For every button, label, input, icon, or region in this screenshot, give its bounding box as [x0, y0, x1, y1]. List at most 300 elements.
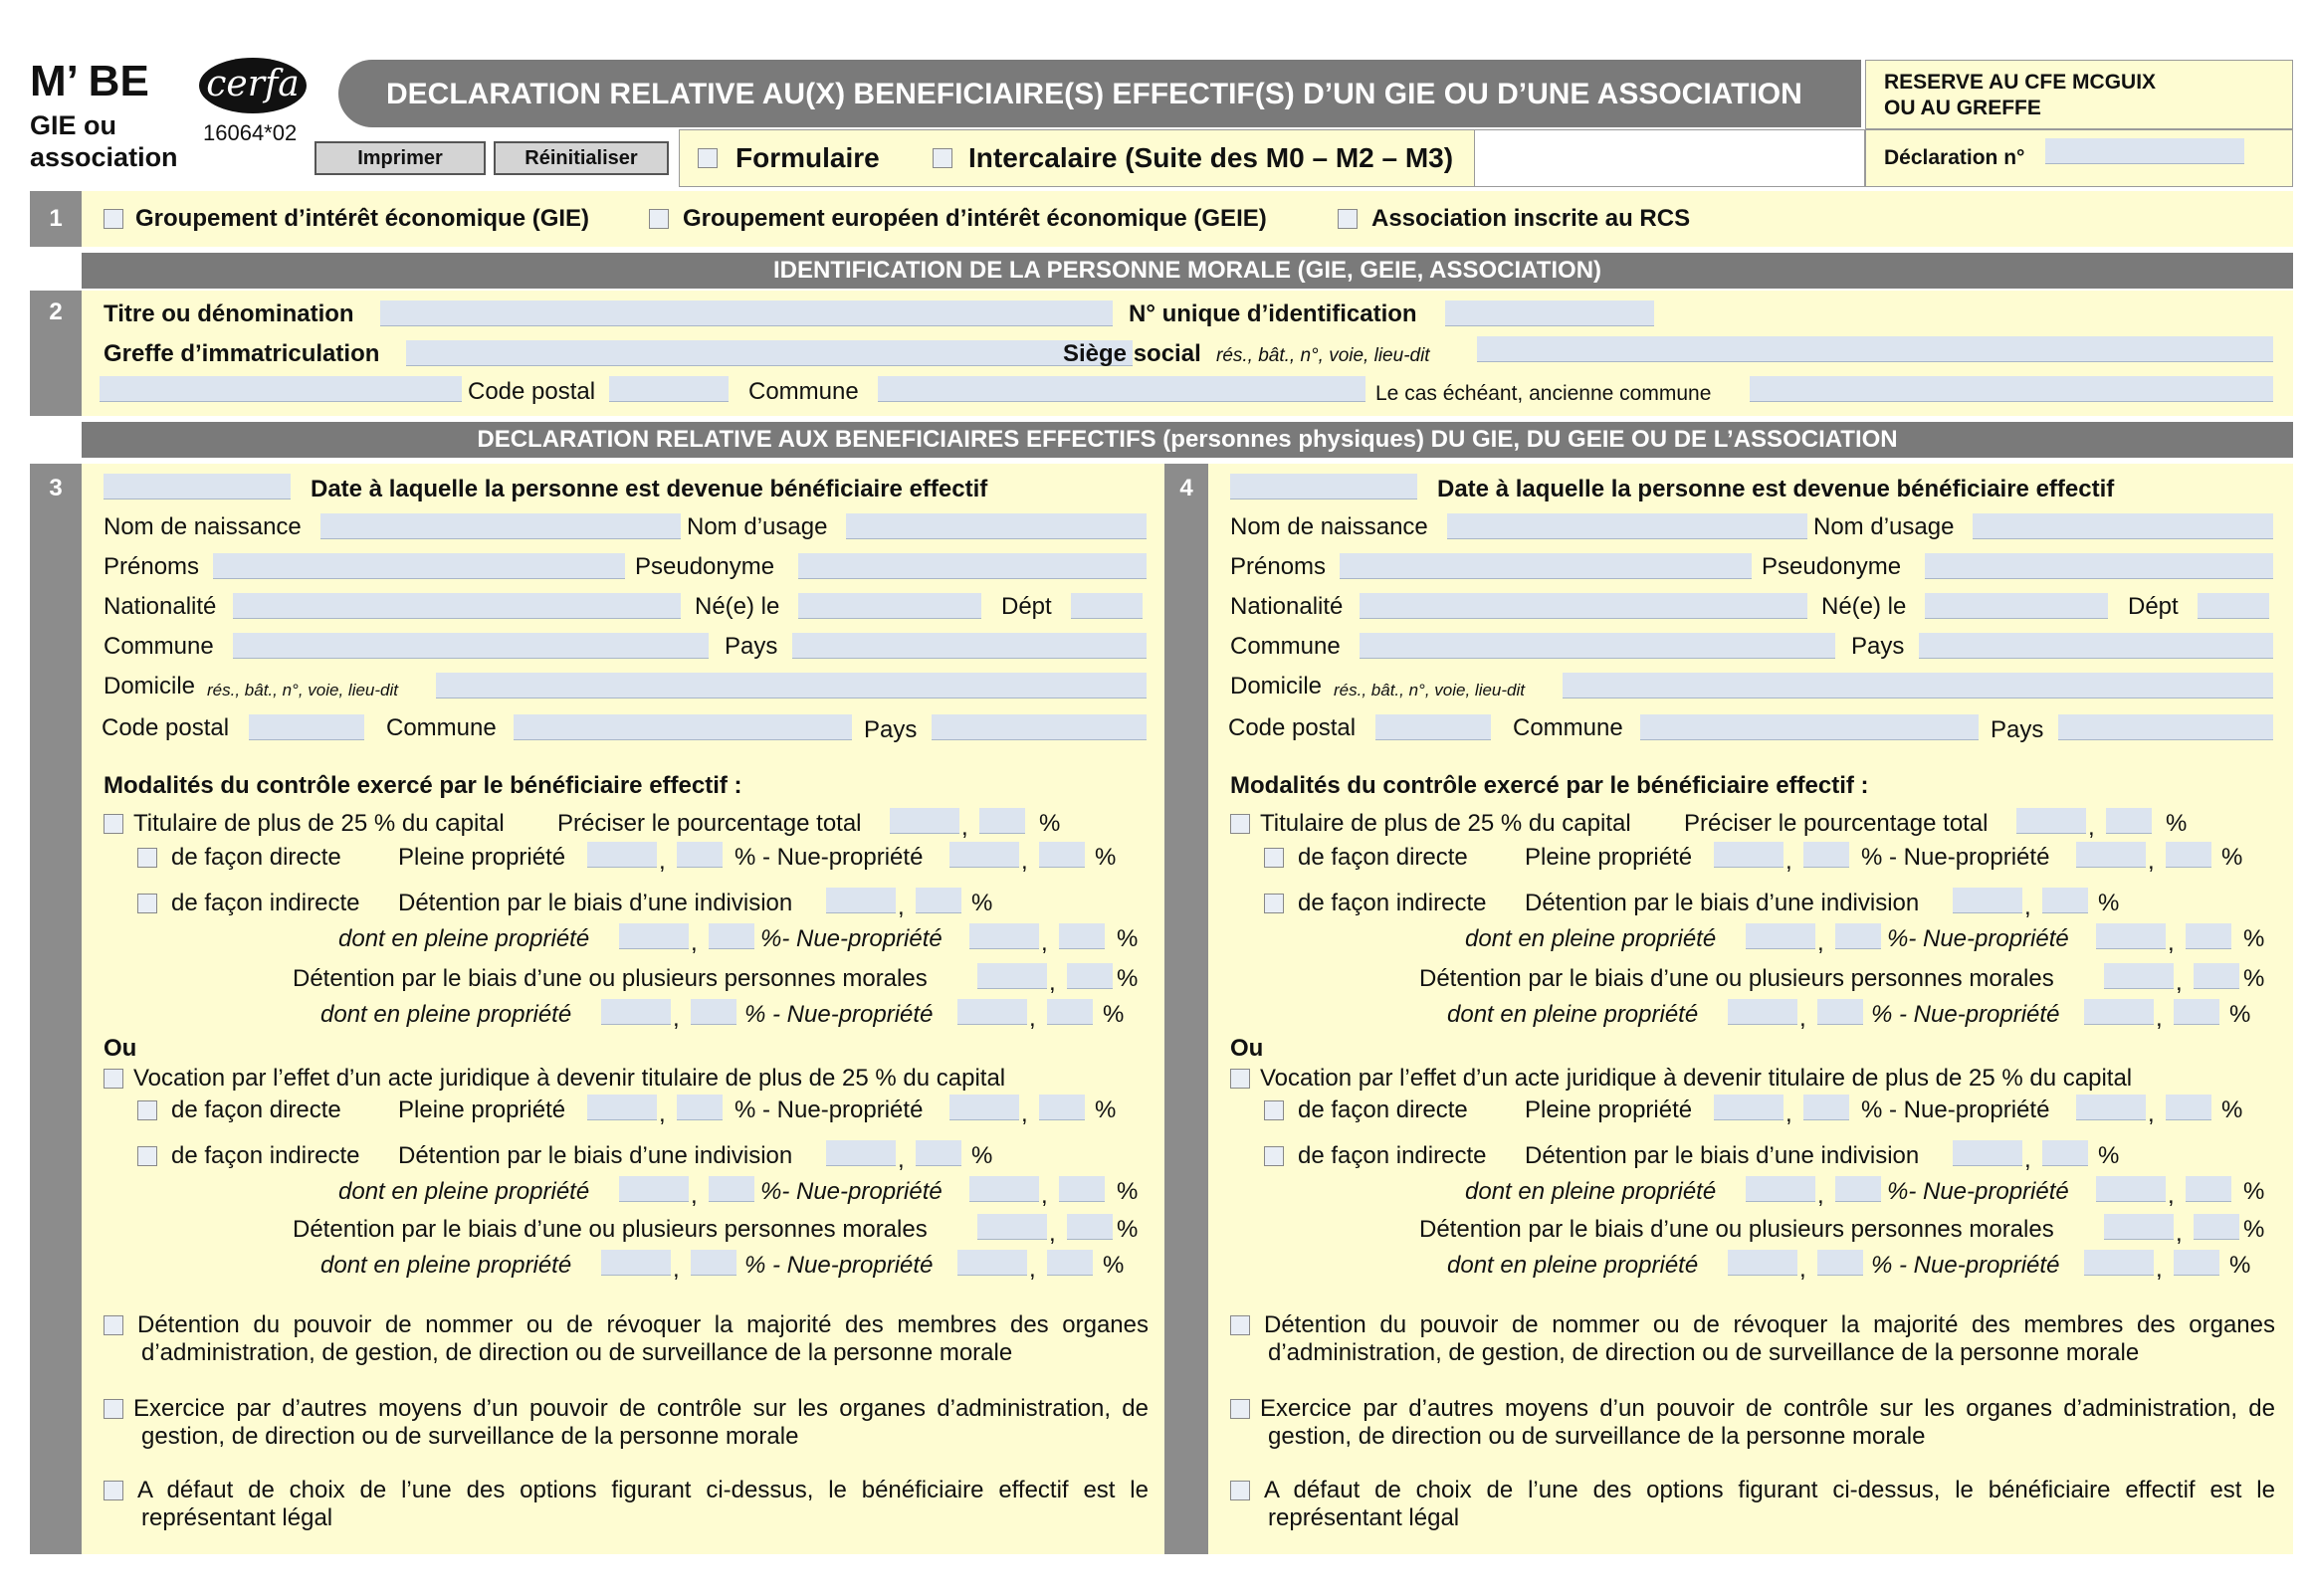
morales-dec[interactable]: [2194, 963, 2239, 989]
ancienne-commune-label: Le cas échéant, ancienne commune: [1375, 382, 1712, 405]
code-postal-field[interactable]: [609, 376, 729, 402]
nue-dec[interactable]: [2166, 842, 2211, 868]
prenoms-field[interactable]: [1340, 553, 1752, 579]
comma: ,: [1021, 848, 1028, 875]
directe-checkbox[interactable]: [137, 1100, 157, 1120]
comma: ,: [659, 1100, 666, 1127]
nationalite-label: Nationalité: [1230, 593, 1344, 620]
ou-label: Ou: [1230, 1035, 1264, 1062]
pouvoir-line1: Détention du pouvoir de nommer ou de révoquer la majorité des membres des organes: [137, 1311, 1149, 1338]
nue-int[interactable]: [2084, 999, 2154, 1025]
dont-pleine-label: dont en pleine propriété: [338, 1178, 590, 1205]
comma: ,: [1049, 969, 1056, 996]
comma: ,: [1021, 1100, 1028, 1127]
code-postal-label: Code postal: [102, 714, 230, 741]
identification-heading: IDENTIFICATION DE LA PERSONNE MORALE (GIE, GEIE, ASSOCIATION): [772, 257, 1602, 284]
dont-pleine-int[interactable]: [601, 999, 671, 1025]
pct-sign: %: [971, 1142, 993, 1169]
pays-label: Pays: [1851, 633, 1905, 660]
commune-label: Commune: [1230, 633, 1341, 660]
nue-label: %- Nue-propriété: [1887, 1178, 2069, 1205]
comma: ,: [2156, 1005, 2163, 1032]
indivision-dec[interactable]: [2042, 888, 2088, 913]
pays-domicile-field[interactable]: [2058, 714, 2273, 740]
nue-int[interactable]: [2096, 1176, 2166, 1202]
pays-label: Pays: [725, 633, 778, 660]
nue-int[interactable]: [949, 842, 1019, 868]
comma: ,: [1817, 1182, 1824, 1209]
greffe-field[interactable]: [406, 340, 1133, 366]
nue-dec[interactable]: [2174, 999, 2219, 1025]
comma: ,: [1799, 1256, 1806, 1283]
nue-int[interactable]: [2084, 1250, 2154, 1276]
reserve-line2: OU AU GREFFE: [1884, 97, 2041, 119]
gie-label: Groupement d’intérêt économique (GIE): [135, 205, 590, 232]
form-type-spacer: [1475, 129, 1865, 187]
pct-sign: %: [2243, 1216, 2265, 1243]
beneficiary-panel-3: [82, 464, 1164, 1554]
comma: ,: [1785, 1100, 1792, 1127]
reserve-box: [1865, 60, 2293, 129]
morales-label: Détention par le biais d’une ou plusieurs personnes morales: [293, 965, 928, 992]
nue-dec[interactable]: [1039, 1095, 1085, 1120]
nue-dec[interactable]: [1047, 1250, 1093, 1276]
comma: ,: [2024, 1146, 2031, 1173]
pouvoir-checkbox[interactable]: [1230, 1315, 1250, 1335]
modalites-label: Modalités du contrôle exercé par le bénéficiaire effectif :: [1230, 772, 1869, 799]
nue-dec[interactable]: [2174, 1250, 2219, 1276]
total-pct-int[interactable]: [890, 808, 959, 834]
defaut-checkbox[interactable]: [1230, 1481, 1250, 1500]
pleine-label: Pleine propriété: [398, 844, 566, 871]
association-label: Association inscrite au RCS: [1371, 205, 1691, 232]
dont-pleine-dec[interactable]: [1817, 1250, 1863, 1276]
dont-pleine-label: dont en pleine propriété: [1465, 1178, 1717, 1205]
nom-naissance-label: Nom de naissance: [1230, 513, 1428, 540]
nue-int[interactable]: [957, 1250, 1027, 1276]
dont-pleine-dec[interactable]: [1817, 999, 1863, 1025]
nue-dec[interactable]: [1047, 999, 1093, 1025]
beneficiaires-heading: DECLARATION RELATIVE AUX BENEFICIAIRES EFFECTIFS (personnes physiques) DU GIE, DU GEIE OU DE L’ASSOCIATION: [477, 426, 1898, 453]
identification-heading-bar: [82, 253, 2293, 289]
section4-number: 4: [1179, 475, 1193, 501]
indirecte-label: de façon indirecte: [171, 890, 360, 916]
nue-dec[interactable]: [1059, 1176, 1105, 1202]
indivision-int[interactable]: [1953, 888, 2022, 913]
formulaire-checkbox[interactable]: [698, 148, 718, 168]
association-checkbox[interactable]: [1338, 209, 1358, 229]
commune-domicile-field[interactable]: [1640, 714, 1979, 740]
indirecte-checkbox[interactable]: [137, 894, 157, 913]
section4-number-cell: [1164, 464, 1208, 1554]
pays-domicile-label: Pays: [864, 716, 918, 743]
commune-domicile-field[interactable]: [514, 714, 852, 740]
comma: ,: [898, 1146, 905, 1173]
date-benef-label: Date à laquelle la personne est devenue bénéficiaire effectif: [1437, 476, 2115, 502]
domicile-hint: rés., bât., n°, voie, lieu-dit: [207, 681, 398, 699]
indivision-label: Détention par le biais d’une indivision: [398, 1142, 793, 1169]
pays-field[interactable]: [792, 633, 1147, 659]
comma: ,: [659, 848, 666, 875]
indirecte-label: de façon indirecte: [171, 1142, 360, 1169]
nue-int[interactable]: [949, 1095, 1019, 1120]
total-pct-dec[interactable]: [979, 808, 1025, 834]
morales-int[interactable]: [2104, 963, 2174, 989]
dont-pleine-int[interactable]: [1746, 923, 1815, 949]
comma: ,: [2024, 894, 2031, 920]
directe-checkbox[interactable]: [1264, 1100, 1284, 1120]
siege-field[interactable]: [1477, 336, 2273, 362]
comma: ,: [2176, 969, 2183, 996]
pseudonyme-label: Pseudonyme: [1762, 553, 1902, 580]
defaut-line2: représentant légal: [141, 1504, 333, 1531]
exercice-checkbox[interactable]: [104, 1399, 123, 1419]
comma: ,: [1029, 1256, 1036, 1283]
pct-sign: %: [2243, 965, 2265, 992]
comma: ,: [1041, 1182, 1048, 1209]
indivision-int[interactable]: [826, 1140, 896, 1166]
vocation-label: Vocation par l’effet d’un acte juridique à devenir titulaire de plus de 25 % du capital: [1260, 1065, 2133, 1092]
commune-domicile-label: Commune: [1513, 714, 1623, 741]
numero-unique-field[interactable]: [1445, 300, 1654, 326]
domicile-label: Domicile: [104, 673, 196, 699]
nationalite-field[interactable]: [233, 593, 681, 619]
nue-label: %- Nue-propriété: [760, 1178, 943, 1205]
nationalite-field[interactable]: [1360, 593, 1807, 619]
nue-int[interactable]: [969, 923, 1039, 949]
directe-label: de façon directe: [1298, 844, 1468, 871]
dont-pleine-int[interactable]: [1746, 1176, 1815, 1202]
code-postal-label: Code postal: [468, 378, 596, 405]
defaut-line1: A défaut de choix de l’une des options figurant ci-dessus, le bénéficiaire effectif est le: [1264, 1477, 2275, 1503]
comma: ,: [1799, 1005, 1806, 1032]
form-code: M’ BE: [30, 57, 149, 105]
indivision-int[interactable]: [1953, 1140, 2022, 1166]
indirecte-checkbox[interactable]: [137, 1146, 157, 1166]
cerfa-number: 16064*02: [203, 120, 298, 145]
nom-naissance-field[interactable]: [1447, 513, 1807, 539]
comma: ,: [2148, 848, 2155, 875]
nue-int[interactable]: [957, 999, 1027, 1025]
comma: ,: [2148, 1100, 2155, 1127]
domicile-label: Domicile: [1230, 673, 1323, 699]
dont-pleine-dec[interactable]: [1835, 923, 1881, 949]
cerfa-logo: [199, 58, 307, 113]
section1-body: [82, 191, 2293, 247]
nue-label: % - Nue-propriété: [1871, 1001, 2060, 1028]
vocation-label: Vocation par l’effet d’un acte juridique à devenir titulaire de plus de 25 % du capital: [133, 1065, 1006, 1092]
pct-sign: %: [1103, 1252, 1125, 1279]
ne-le-field[interactable]: [1925, 593, 2108, 619]
morales-int[interactable]: [977, 1214, 1047, 1240]
pays-domicile-label: Pays: [1991, 716, 2044, 743]
prenoms-label: Prénoms: [104, 553, 200, 580]
ne-le-label: Né(e) le: [695, 593, 780, 620]
nue-label: % - Nue-propriété: [735, 844, 924, 871]
pleine-int[interactable]: [587, 842, 657, 868]
domicile-field[interactable]: [436, 673, 1147, 698]
section2-number-cell: [30, 291, 82, 416]
siege-label: Siège social: [1063, 340, 1201, 367]
nue-dec[interactable]: [1059, 923, 1105, 949]
morales-dec[interactable]: [1067, 963, 1113, 989]
nue-dec[interactable]: [1039, 842, 1085, 868]
directe-label: de façon directe: [1298, 1097, 1468, 1123]
exercice-line1: Exercice par d’autres moyens d’un pouvoir de contrôle sur les organes d’administration, de: [1260, 1395, 2275, 1422]
form-subtitle-association: association: [30, 142, 178, 172]
nue-int[interactable]: [2076, 1095, 2146, 1120]
pct-sign: %: [1117, 965, 1139, 992]
indirecte-checkbox[interactable]: [1264, 1146, 1284, 1166]
pleine-int[interactable]: [1714, 1095, 1784, 1120]
comma: ,: [1817, 929, 1824, 956]
siege-hint: rés., bât., n°, voie, lieu-dit: [1216, 345, 1430, 366]
comma: ,: [691, 1182, 698, 1209]
code-postal-field[interactable]: [1375, 714, 1491, 740]
indirecte-label: de façon indirecte: [1298, 1142, 1487, 1169]
formulaire-label: Formulaire: [735, 142, 880, 173]
commune-domicile-label: Commune: [386, 714, 497, 741]
dont-pleine-label: dont en pleine propriété: [1447, 1252, 1699, 1279]
pct-sign: %: [2243, 925, 2265, 952]
titre-label: Titre ou dénomination: [104, 300, 354, 327]
dont-pleine-int[interactable]: [1728, 1250, 1797, 1276]
date-benef-field[interactable]: [104, 474, 291, 499]
morales-int[interactable]: [2104, 1214, 2174, 1240]
pleine-int[interactable]: [1714, 842, 1784, 868]
pays-field[interactable]: [1919, 633, 2273, 659]
form-subtitle-gie: GIE ou: [30, 110, 116, 140]
comma: ,: [673, 1256, 680, 1283]
pleine-dec[interactable]: [1803, 1095, 1849, 1120]
indivision-label: Détention par le biais d’une indivision: [1525, 890, 1920, 916]
comma: ,: [1029, 1005, 1036, 1032]
declaration-box: [1865, 129, 2293, 187]
morales-dec[interactable]: [1067, 1214, 1113, 1240]
cerfa-logo-text: cerfa: [206, 64, 300, 104]
exercice-checkbox[interactable]: [1230, 1399, 1250, 1419]
declaration-number-field[interactable]: [2045, 138, 2244, 164]
commune-label: Commune: [748, 378, 859, 405]
pleine-label: Pleine propriété: [1525, 1097, 1693, 1123]
exercice-line1: Exercice par d’autres moyens d’un pouvoir de contrôle sur les organes d’administration, de: [133, 1395, 1149, 1422]
pouvoir-line1: Détention du pouvoir de nommer ou de révoquer la majorité des membres des organes: [1264, 1311, 2275, 1338]
nue-int[interactable]: [2076, 842, 2146, 868]
beneficiaires-heading-bar: [82, 422, 2293, 458]
indivision-int[interactable]: [826, 888, 896, 913]
domicile-hint: rés., bât., n°, voie, lieu-dit: [1334, 681, 1525, 699]
titulaire-label: Titulaire de plus de 25 % du capital: [1260, 810, 1631, 837]
nue-int[interactable]: [969, 1176, 1039, 1202]
dont-pleine-int[interactable]: [1728, 999, 1797, 1025]
nom-usage-label: Nom d’usage: [1813, 513, 1955, 540]
nue-label: % - Nue-propriété: [1861, 844, 2050, 871]
reset-button[interactable]: Réinitialiser: [494, 141, 669, 175]
form-type-bar: [679, 129, 1475, 187]
comma: ,: [691, 929, 698, 956]
pct-sign: %: [2098, 1142, 2120, 1169]
dept-field[interactable]: [1071, 593, 1143, 619]
dont-pleine-dec[interactable]: [1835, 1176, 1881, 1202]
prenoms-label: Prénoms: [1230, 553, 1327, 580]
date-benef-field[interactable]: [1230, 474, 1417, 499]
morales-dec[interactable]: [2194, 1214, 2239, 1240]
preciser-label: Préciser le pourcentage total: [1684, 810, 1989, 837]
dont-pleine-int[interactable]: [619, 923, 689, 949]
pouvoir-line2: d’administration, de gestion, de direction ou de surveillance de la personne morale: [1268, 1339, 2140, 1366]
exercice-line2: gestion, de direction ou de surveillance de la personne morale: [141, 1423, 799, 1450]
prenoms-field[interactable]: [213, 553, 625, 579]
directe-label: de façon directe: [171, 1097, 341, 1123]
dept-label: Dépt: [2128, 593, 2179, 620]
nom-usage-field[interactable]: [1973, 513, 2273, 539]
pseudonyme-field[interactable]: [1925, 553, 2273, 579]
commune-field[interactable]: [1360, 633, 1835, 659]
pct-sign: %: [1117, 925, 1139, 952]
pseudonyme-label: Pseudonyme: [635, 553, 775, 580]
gie-checkbox[interactable]: [104, 209, 123, 229]
ancienne-commune-field[interactable]: [1750, 376, 2273, 402]
pct-sign: %: [2166, 810, 2188, 837]
pleine-dec[interactable]: [677, 842, 723, 868]
dont-pleine-dec[interactable]: [709, 1176, 754, 1202]
pleine-label: Pleine propriété: [1525, 844, 1693, 871]
pct-sign: %: [2221, 844, 2243, 871]
section3-number: 3: [49, 475, 63, 501]
pct-sign: %: [1039, 810, 1061, 837]
indivision-label: Détention par le biais d’une indivision: [398, 890, 793, 916]
commune-field[interactable]: [878, 376, 1365, 402]
pct-sign: %: [2098, 890, 2120, 916]
total-pct-dec[interactable]: [2106, 808, 2152, 834]
print-button[interactable]: Imprimer: [315, 141, 486, 175]
directe-checkbox[interactable]: [1264, 848, 1284, 868]
dont-pleine-int[interactable]: [619, 1176, 689, 1202]
pleine-int[interactable]: [587, 1095, 657, 1120]
siege-field-line2[interactable]: [100, 376, 462, 402]
comma: ,: [2088, 814, 2095, 841]
morales-label: Détention par le biais d’une ou plusieurs personnes morales: [1419, 965, 2054, 992]
domicile-field[interactable]: [1563, 673, 2273, 698]
section2-number: 2: [49, 299, 63, 325]
vocation-checkbox[interactable]: [1230, 1069, 1250, 1089]
directe-checkbox[interactable]: [137, 848, 157, 868]
pays-domicile-field[interactable]: [932, 714, 1147, 740]
defaut-checkbox[interactable]: [104, 1481, 123, 1500]
pseudonyme-field[interactable]: [798, 553, 1147, 579]
ne-le-field[interactable]: [798, 593, 981, 619]
vocation-checkbox[interactable]: [104, 1069, 123, 1089]
date-benef-label: Date à laquelle la personne est devenue bénéficiaire effectif: [311, 476, 988, 502]
code-postal-field[interactable]: [249, 714, 364, 740]
morales-label: Détention par le biais d’une ou plusieurs personnes morales: [1419, 1216, 2054, 1243]
directe-label: de façon directe: [171, 844, 341, 871]
intercalaire-checkbox[interactable]: [933, 148, 952, 168]
comma: ,: [1785, 848, 1792, 875]
beneficiary-panel-4: [1208, 464, 2293, 1554]
nationalite-label: Nationalité: [104, 593, 217, 620]
dont-pleine-dec[interactable]: [691, 999, 736, 1025]
nue-label: % - Nue-propriété: [744, 1001, 934, 1028]
pct-sign: %: [1117, 1216, 1139, 1243]
morales-int[interactable]: [977, 963, 1047, 989]
commune-field[interactable]: [233, 633, 709, 659]
pct-sign: %: [1095, 844, 1117, 871]
pct-sign: %: [1117, 1178, 1139, 1205]
modalites-label: Modalités du contrôle exercé par le bénéficiaire effectif :: [104, 772, 742, 799]
comma: ,: [2168, 929, 2175, 956]
pct-sign: %: [2243, 1178, 2265, 1205]
nue-label: % - Nue-propriété: [744, 1252, 934, 1279]
commune-label: Commune: [104, 633, 214, 660]
dont-pleine-int[interactable]: [601, 1250, 671, 1276]
comma: ,: [673, 1005, 680, 1032]
pct-sign: %: [2229, 1252, 2251, 1279]
dont-pleine-dec[interactable]: [709, 923, 754, 949]
comma: ,: [2176, 1220, 2183, 1247]
dont-pleine-label: dont en pleine propriété: [1465, 925, 1717, 952]
indivision-dec[interactable]: [2042, 1140, 2088, 1166]
form-title: DECLARATION RELATIVE AU(X) BENEFICIAIRE(S) EFFECTIF(S) D’UN GIE OU D’UNE ASSOCIATION: [386, 78, 1802, 110]
comma: ,: [961, 814, 968, 841]
indivision-label: Détention par le biais d’une indivision: [1525, 1142, 1920, 1169]
pleine-label: Pleine propriété: [398, 1097, 566, 1123]
reserve-line1: RESERVE AU CFE MCGUIX: [1884, 71, 2157, 94]
defaut-line1: A défaut de choix de l’une des options figurant ci-dessus, le bénéficiaire effectif est le: [137, 1477, 1149, 1503]
comma: ,: [2156, 1256, 2163, 1283]
geie-checkbox[interactable]: [649, 209, 669, 229]
section1-number: 1: [49, 205, 63, 232]
nue-dec[interactable]: [2166, 1095, 2211, 1120]
nom-usage-field[interactable]: [846, 513, 1147, 539]
dont-pleine-label: dont en pleine propriété: [338, 925, 590, 952]
indivision-dec[interactable]: [916, 888, 961, 913]
indirecte-checkbox[interactable]: [1264, 894, 1284, 913]
section1-number-cell: [30, 191, 82, 247]
pct-sign: %: [971, 890, 993, 916]
pleine-dec[interactable]: [677, 1095, 723, 1120]
nom-usage-label: Nom d’usage: [687, 513, 828, 540]
titulaire-checkbox[interactable]: [1230, 814, 1250, 834]
nue-int[interactable]: [2096, 923, 2166, 949]
nue-dec[interactable]: [2186, 1176, 2231, 1202]
morales-label: Détention par le biais d’une ou plusieurs personnes morales: [293, 1216, 928, 1243]
nue-label: % - Nue-propriété: [735, 1097, 924, 1123]
dont-pleine-label: dont en pleine propriété: [1447, 1001, 1699, 1028]
title-bar: [338, 60, 1861, 127]
titre-field[interactable]: [380, 300, 1113, 326]
titulaire-checkbox[interactable]: [104, 814, 123, 834]
nue-dec[interactable]: [2186, 923, 2231, 949]
comma: ,: [898, 894, 905, 920]
greffe-label: Greffe d’immatriculation: [104, 340, 380, 367]
ou-label: Ou: [104, 1035, 137, 1062]
dept-field[interactable]: [2198, 593, 2269, 619]
pouvoir-checkbox[interactable]: [104, 1315, 123, 1335]
total-pct-int[interactable]: [2016, 808, 2086, 834]
indivision-dec[interactable]: [916, 1140, 961, 1166]
numero-unique-label: N° unique d’identification: [1129, 300, 1417, 327]
dept-label: Dépt: [1001, 593, 1052, 620]
comma: ,: [2168, 1182, 2175, 1209]
nom-naissance-field[interactable]: [320, 513, 681, 539]
nue-label: %- Nue-propriété: [760, 925, 943, 952]
dont-pleine-dec[interactable]: [691, 1250, 736, 1276]
declaration-label: Déclaration n°: [1884, 146, 2025, 169]
pleine-dec[interactable]: [1803, 842, 1849, 868]
dont-pleine-label: dont en pleine propriété: [320, 1001, 572, 1028]
nue-label: % - Nue-propriété: [1861, 1097, 2050, 1123]
